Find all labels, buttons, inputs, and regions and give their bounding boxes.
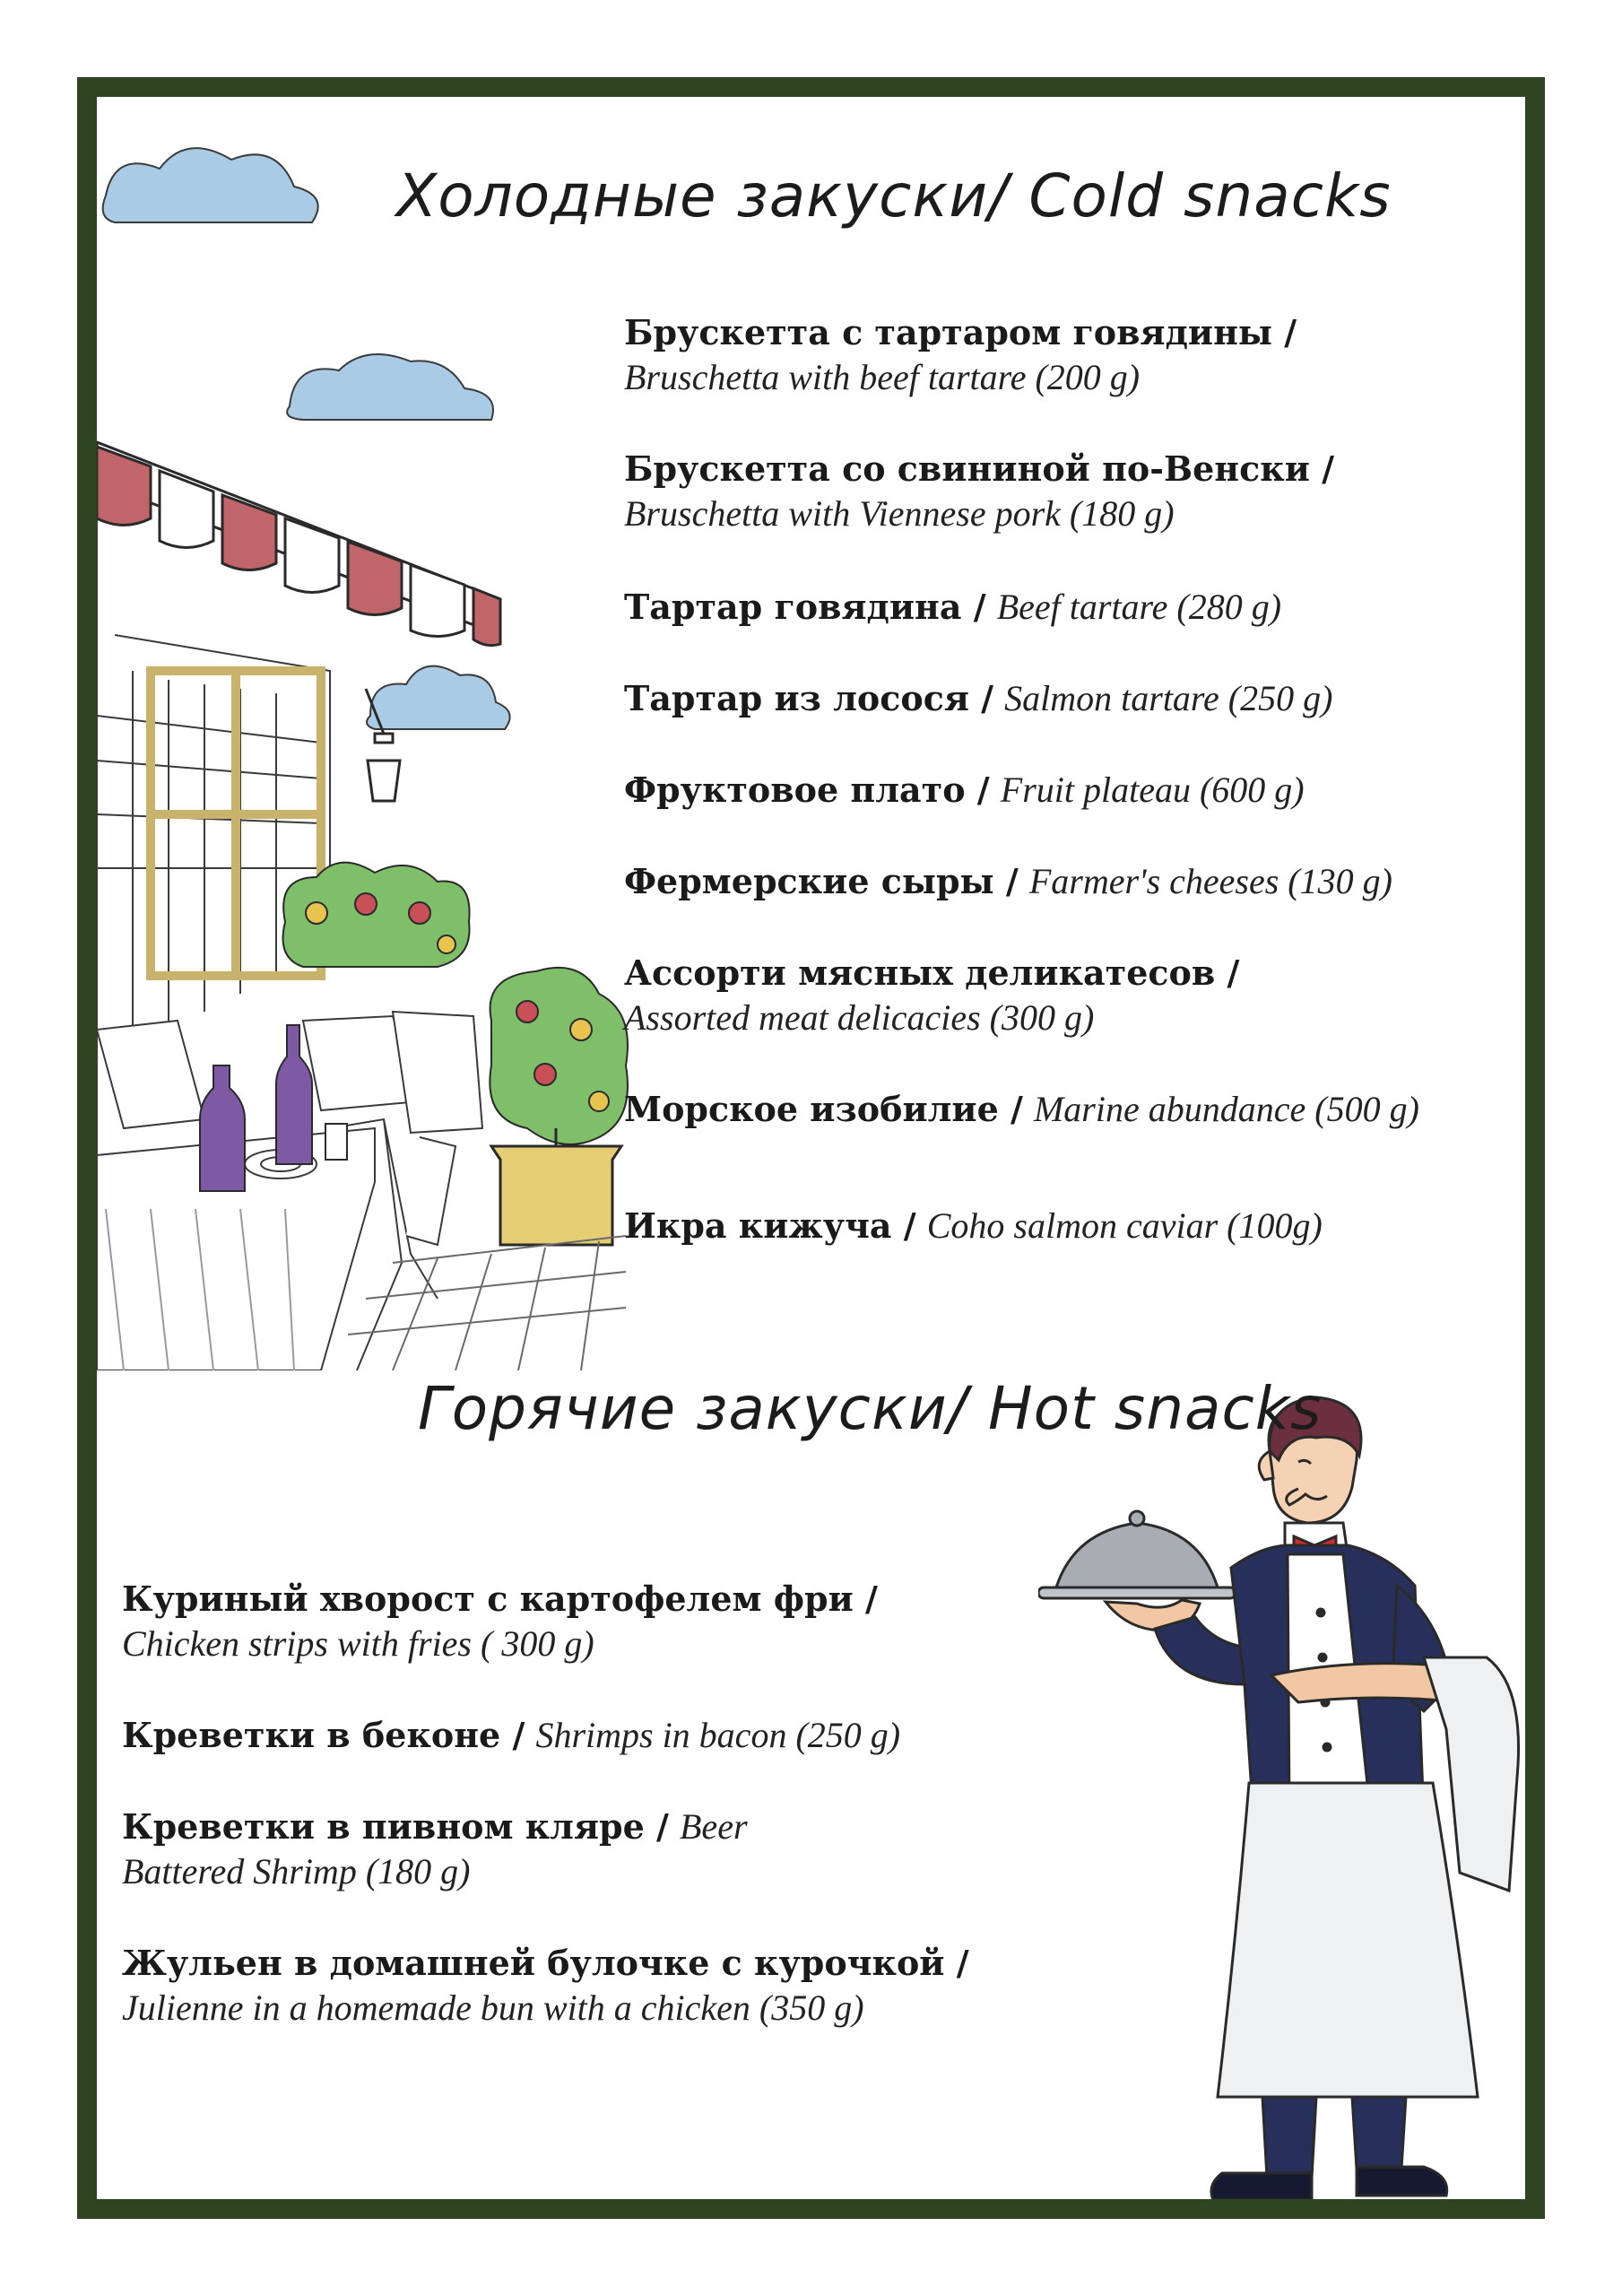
dish-name-en: Shrimps in bacon (250 g) — [535, 1715, 901, 1755]
cold-item — [624, 859, 1521, 904]
dish-name-en: Chicken strips with fries ( 300 g) — [122, 1623, 594, 1664]
dish-name-ru: Креветки в пивном кляре / — [122, 1806, 669, 1847]
cold-item — [624, 447, 1521, 536]
dish-name-en: Julienne in a homemade bun with a chicken (350 g) — [122, 1987, 864, 2028]
dish-name-ru: Фруктовое плато / — [624, 770, 990, 810]
dish-name-ru: Икра кижуча / — [624, 1205, 916, 1246]
hot-item — [122, 1941, 1019, 2031]
cloud-top-left — [103, 148, 318, 222]
silver-cloche — [1038, 1511, 1236, 1598]
dish-name-ru: Креветки в беконе / — [122, 1715, 525, 1755]
cold-item — [624, 676, 1521, 721]
hot-item — [122, 1577, 1019, 1666]
waiter-legs — [1211, 2097, 1447, 2200]
cloud-small — [367, 666, 510, 729]
dish-name-en: Beef tartare (280 g) — [996, 587, 1282, 627]
dish-name-en: Beer — [680, 1806, 748, 1847]
cloud-middle — [287, 354, 493, 420]
white-apron — [1218, 1783, 1478, 2097]
cold-item — [624, 585, 1521, 630]
waiter-with-cloche-illustration — [1038, 1388, 1545, 2219]
cold-item — [624, 768, 1521, 813]
dish-name-ru: Тартар говядина / — [624, 587, 986, 627]
cold-item — [624, 310, 1521, 400]
cold-item — [624, 951, 1521, 1040]
dish-name-ru: Морское изобилие / — [624, 1089, 1023, 1129]
dish-name-ru: Ассорти мясных деликатесов / — [624, 952, 1240, 993]
flower-bush-right — [490, 968, 628, 1144]
dish-name-en: Marine abundance (500 g) — [1033, 1089, 1419, 1129]
cold-item — [624, 1087, 1521, 1132]
dish-name-en: Bruschetta with Viennese pork (180 g) — [624, 493, 1175, 534]
dish-name-ru: Брускетта с тартаром говядины / — [624, 312, 1297, 352]
dish-name-ru: Фермерские сыры / — [624, 861, 1019, 901]
hot-snacks-title: Горячие закуски/ Hot snacks — [418, 1374, 1323, 1443]
hot-item — [122, 1805, 1019, 1894]
dish-name-ru: Куриный хворост с картофелем фри / — [122, 1578, 878, 1619]
flower-bush-left — [283, 863, 470, 967]
dish-name-ru: Жульен в домашней булочке с курочкой / — [122, 1943, 969, 1983]
hot-item — [122, 1713, 1019, 1758]
menu-frame — [77, 77, 1545, 2219]
dish-name-en: Assorted meat delicacies (300 g) — [624, 997, 1095, 1038]
plant-pot — [491, 1128, 621, 1245]
dish-name-en: Salmon tartare (250 g) — [1004, 678, 1333, 718]
dish-name-en: Bruschetta with beef tartare (200 g) — [624, 357, 1141, 397]
dish-name-ru: Тартар из лосося / — [624, 678, 994, 718]
dish-name-en: Farmer's cheeses (130 g) — [1028, 861, 1392, 901]
cafe-terrace-illustration — [97, 133, 653, 1370]
dish-name-en: Fruit plateau (600 g) — [1000, 770, 1305, 810]
cold-snacks-title: Холодные закуски/ Cold snacks — [396, 161, 1392, 230]
dish-name-en-continued: Battered Shrimp (180 g) — [122, 1851, 471, 1892]
dish-name-en: Coho salmon caviar (100g) — [926, 1205, 1323, 1246]
awning — [97, 442, 500, 646]
cold-item — [624, 1204, 1521, 1248]
dish-name-ru: Брускетта со свининой по-Венски / — [624, 448, 1334, 489]
